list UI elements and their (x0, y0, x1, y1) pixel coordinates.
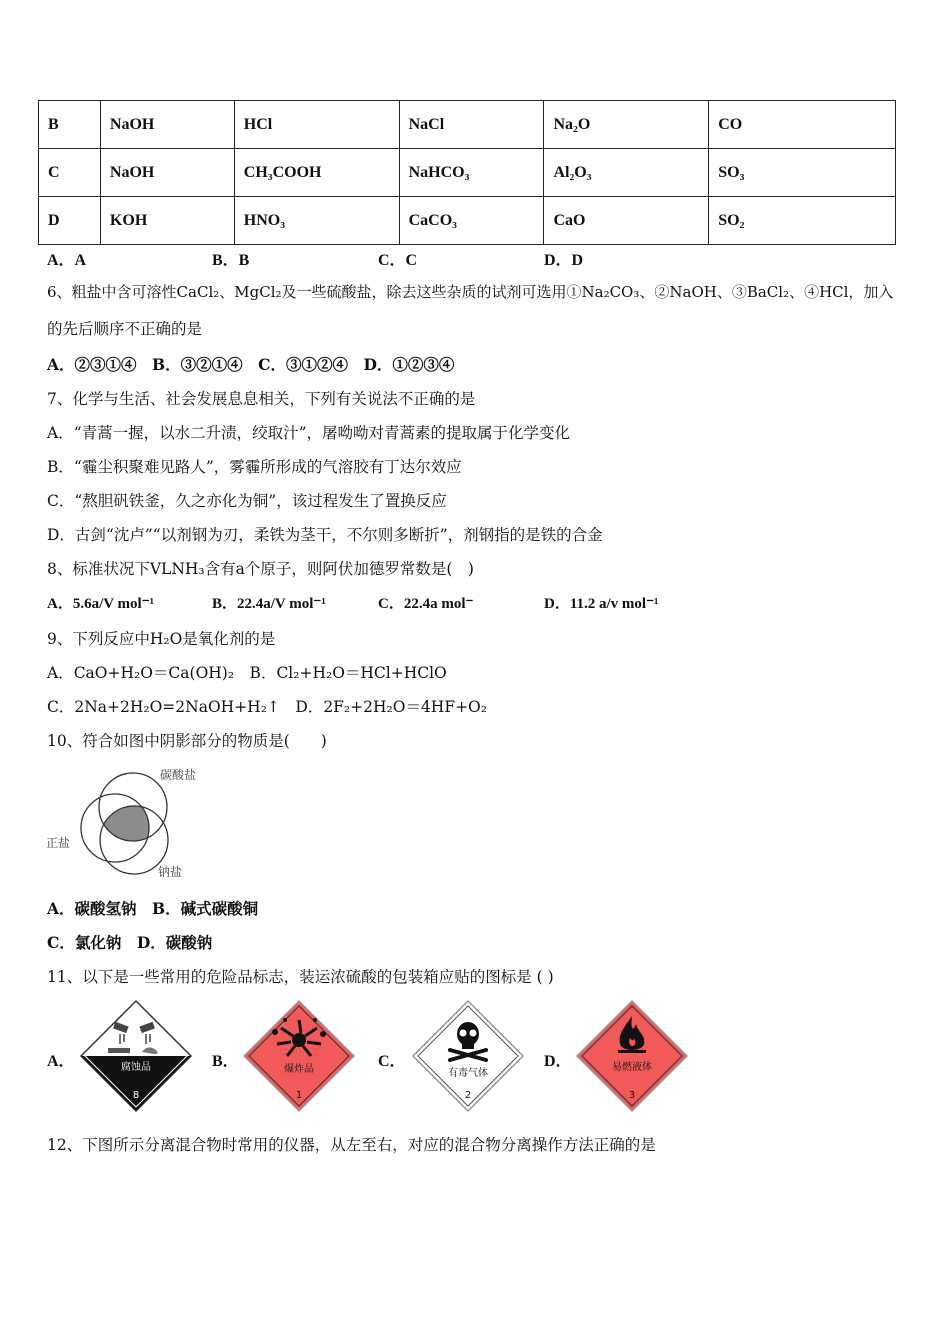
flammable-liquid-sign (574, 998, 690, 1114)
toxic-gas-text: 有毒气体 (448, 1068, 488, 1079)
flammable-text: 易燃液体 (612, 1062, 652, 1073)
q8-option-d: D．11.2 a/v mol⁻¹ (544, 596, 659, 612)
table-cell: B (39, 101, 101, 149)
q9-stem: 9、下列反应中H₂O是氧化剂的是 (47, 630, 276, 648)
q8-option-b: B．22.4a/V mol⁻¹ (212, 596, 326, 612)
q6-stem-line2: 的先后顺序不正确的是 (47, 320, 203, 338)
explosive-sign (241, 998, 357, 1114)
table-cell: C (39, 149, 101, 197)
q10-options-ab: A．碳酸氢钠 B．碱式碳酸铜 (47, 899, 259, 918)
q5-option-a: A．A (47, 252, 87, 269)
table-cell: CaCO₃ (399, 197, 544, 245)
q11-label-b: B． (212, 1053, 239, 1070)
toxic-gas-class-number: 2 (464, 1090, 472, 1101)
table-cell: NaHCO₃ (399, 149, 544, 197)
q7-option-a: A．“青蒿一握，以水二升渍，绞取汁”，屠呦呦对青蒿素的提取属于化学变化 (47, 424, 571, 442)
corrosive-sign (78, 998, 194, 1114)
q5-option-d: D．D (544, 252, 584, 269)
q7-option-b: B．“霾尘积聚难见路人”，雾霾所形成的气溶胶有丁达尔效应 (47, 458, 462, 476)
q9-options-ab: A．CaO+H₂O＝Ca(OH)₂ B．Cl₂+H₂O＝HCl+HClO (47, 664, 447, 682)
q7-stem: 7、化学与生活、社会发展息息相关，下列有关说法不正确的是 (47, 390, 476, 408)
explosive-text: 爆炸品 (284, 1064, 314, 1075)
table-row (39, 197, 896, 245)
venn-label-top: 碳酸盐 (160, 768, 197, 782)
table-cell: SO₃ (709, 149, 896, 197)
table-cell: CO (709, 101, 896, 149)
q11-label-c: C． (378, 1053, 406, 1070)
q7-option-c: C．“熬胆矾铁釜，久之亦化为铜”，该过程发生了置换反应 (47, 492, 447, 510)
table-cell: D (39, 197, 101, 245)
table-cell: SO₂ (709, 197, 896, 245)
explosive-class-number: 1 (295, 1090, 303, 1101)
q10-options-cd: C．氯化钠 D．碳酸钠 (47, 933, 213, 952)
table-row (39, 149, 896, 197)
venn-diagram (44, 763, 214, 883)
table-cell: CH₃COOH (234, 149, 399, 197)
q6-stem-line1: 6、粗盐中含可溶性CaCl₂、MgCl₂及一些硫酸盐，除去这些杂质的试剂可选用①Na₂CO₃、②NaOH、③BaCl₂、④HCl，加入 (47, 283, 894, 301)
table-cell: CaO (544, 197, 709, 245)
q12-stem: 12、下图所示分离混合物时常用的仪器，从左至右，对应的混合物分离操作方法正确的是 (47, 1136, 656, 1154)
table-row (39, 101, 896, 149)
toxic-gas-sign (410, 998, 526, 1114)
q8-option-c: C．22.4a mol⁻ (378, 596, 474, 612)
q11-label-a: A． (47, 1053, 75, 1070)
venn-label-left: 正盐 (46, 836, 71, 850)
table-cell: Na₂O (544, 101, 709, 149)
flammable-class-number: 3 (628, 1090, 636, 1101)
corrosive-text: 腐蚀品 (121, 1062, 151, 1073)
q9-options-cd: C．2Na+2H₂O=2NaOH+H₂↑ D．2F₂+2H₂O＝4HF+O₂ (47, 698, 487, 716)
q7-option-d: D．古剑“沈卢”“以剂钢为刃，柔铁为茎干，不尔则多断折”，剂钢指的是铁的合金 (47, 526, 603, 544)
q8-option-a: A．5.6a/V mol⁻¹ (47, 596, 155, 612)
options-table (38, 100, 896, 245)
table-cell: HCl (234, 101, 399, 149)
table-cell: NaOH (100, 101, 234, 149)
table-cell: NaCl (399, 101, 544, 149)
table-cell: HNO₃ (234, 197, 399, 245)
q11-stem: 11、以下是一些常用的危险品标志，装运浓硫酸的包装箱应贴的图标是 ( ) (47, 968, 554, 986)
q8-stem: 8、标准状况下VLNH₃含有a个原子，则阿伏加德罗常数是( ) (47, 560, 474, 578)
venn-label-bottom: 钠盐 (158, 865, 183, 879)
q11-label-d: D． (544, 1053, 572, 1070)
q6-options: A．②③①④ B．③②①④ C．③①②④ D．①②③④ (47, 355, 455, 374)
q5-option-b: B．B (212, 252, 250, 269)
table-cell: NaOH (100, 149, 234, 197)
q10-stem: 10、符合如图中阴影部分的物质是( ) (47, 732, 327, 750)
table-cell: Al₂O₃ (544, 149, 709, 197)
corrosive-class-number: 8 (132, 1090, 140, 1101)
q5-option-c: C．C (378, 252, 418, 269)
table-cell: KOH (100, 197, 234, 245)
